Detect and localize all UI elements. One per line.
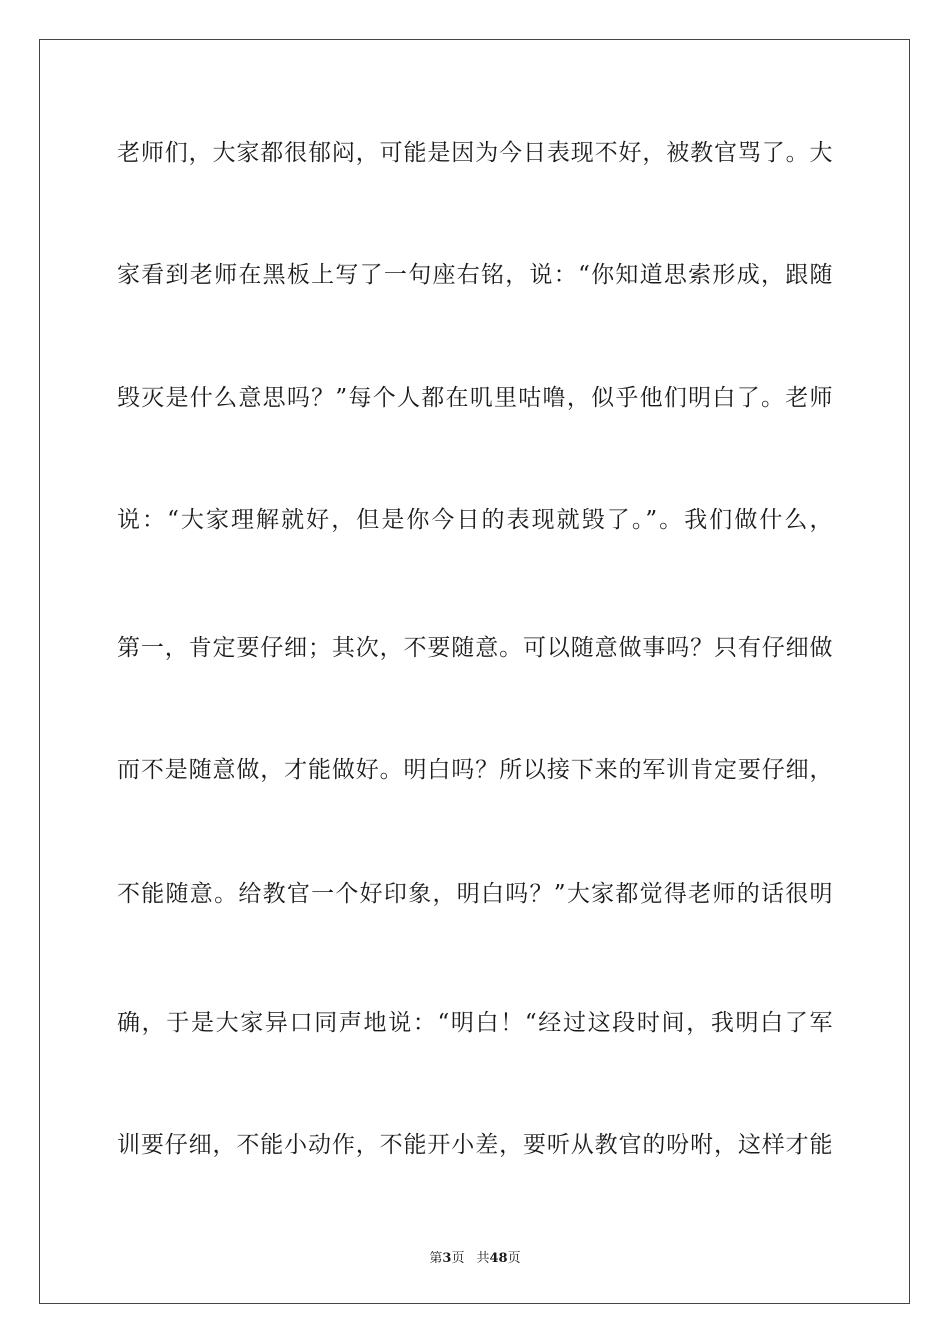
page-border: [39, 39, 910, 1304]
body-text-line-2: 家看到老师在黑板上写了一句座右铭，说：“你知道思索形成，跟随: [117, 262, 833, 288]
body-text-line-9: 训要仔细，不能小动作，不能开小差，要听从教官的吩咐，这样才能: [117, 1132, 833, 1158]
page-number: 3: [442, 1251, 452, 1266]
body-text-line-5: 第一，肯定要仔细；其次，不要随意。可以随意做事吗？只有仔细做: [117, 635, 833, 661]
body-text-line-8: 确，于是大家异口同声地说：“明白！“经过这段时间，我明白了军: [117, 1010, 833, 1036]
total-pages: 48: [489, 1251, 508, 1266]
page-footer: [0, 1247, 950, 1266]
body-text-line-3: 毁灭是什么意思吗？”每个人都在叽里咕噜，似乎他们明白了。老师: [117, 385, 833, 411]
body-text-line-1: 老师们，大家都很郁闷，可能是因为今日表现不好，被教官骂了。大: [117, 140, 833, 166]
page-suffix: 页: [451, 1251, 465, 1266]
body-text-line-6: 而不是随意做，才能做好。明白吗？所以接下来的军训肯定要仔细，: [117, 757, 833, 783]
body-text-line-7: 不能随意。给教官一个好印象，明白吗？”大家都觉得老师的话很明: [117, 881, 833, 907]
page-prefix: 第: [429, 1251, 443, 1266]
body-text-line-4: 说：“大家理解就好，但是你今日的表现就毁了。”。我们做什么，: [117, 507, 833, 533]
total-suffix: 页: [507, 1251, 521, 1266]
total-prefix: 共: [476, 1251, 490, 1266]
